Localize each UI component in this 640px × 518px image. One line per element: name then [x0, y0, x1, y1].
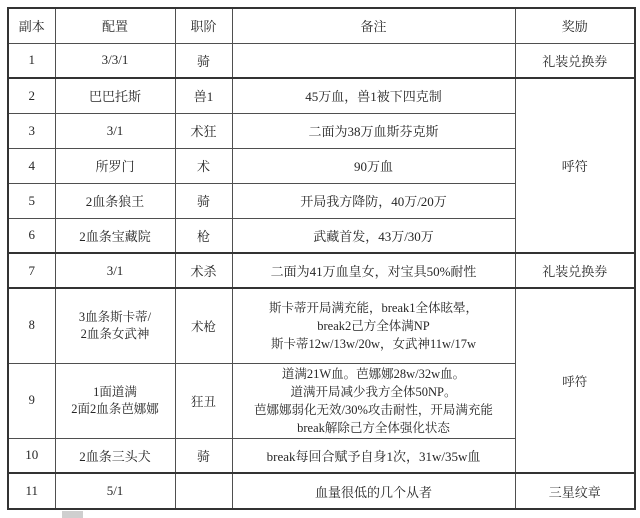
notes-cell: 开局我方降防，40万/20万 — [232, 183, 515, 218]
header-reward: 奖励 — [515, 8, 635, 43]
config-cell: 5/1 — [55, 473, 175, 509]
notes-cell: 90万血 — [232, 148, 515, 183]
header-notes: 备注 — [232, 8, 515, 43]
class-cell — [175, 473, 232, 509]
reward-cell-merged: 呼符 — [515, 288, 635, 473]
notes-line: 斯卡蒂开局满充能，break1全体眩晕， — [268, 300, 478, 315]
table-row-1 — [8, 43, 635, 78]
notes-cell: 45万血，兽1被下四克制 — [232, 78, 515, 113]
notes-cell: 武藏首发，43万/30万 — [232, 218, 515, 253]
notes-cell: break每回合赋予自身1次，31w/35w血 — [232, 438, 515, 473]
config-cell — [55, 363, 175, 438]
header-row — [8, 8, 635, 43]
config-line: 1面道满 — [93, 384, 137, 399]
dungeon-cell: 4 — [8, 148, 55, 183]
header-config: 配置 — [55, 8, 175, 43]
notes-cell: 血量很低的几个从者 — [232, 473, 515, 509]
dungeon-cell: 1 — [8, 43, 55, 78]
dungeon-cell: 9 — [8, 363, 55, 438]
table-row-2 — [8, 78, 635, 113]
class-cell: 术枪 — [175, 288, 232, 363]
reward-cell-merged: 呼符 — [515, 78, 635, 253]
dungeon-cell: 5 — [8, 183, 55, 218]
config-cell: 2血条宝藏院 — [55, 218, 175, 253]
notes-line: break2己方全体满NP — [317, 318, 430, 333]
config-cell: 巴巴托斯 — [55, 78, 175, 113]
class-cell: 骑 — [175, 43, 232, 78]
dungeon-cell: 3 — [8, 113, 55, 148]
config-cell: 3/1 — [55, 253, 175, 288]
reward-cell: 礼装兑换券 — [515, 253, 635, 288]
raid-guide-table — [7, 7, 636, 510]
dungeon-cell: 11 — [8, 473, 55, 509]
class-cell: 兽1 — [175, 78, 232, 113]
notes-line: 道满开局减少我方全体50NP。 — [290, 384, 457, 399]
config-line: 2血条女武神 — [80, 326, 150, 341]
header-class: 职阶 — [175, 8, 232, 43]
reward-cell: 礼装兑换券 — [515, 43, 635, 78]
dungeon-cell: 10 — [8, 438, 55, 473]
dungeon-cell: 8 — [8, 288, 55, 363]
notes-cell: 二面为38万血斯芬克斯 — [232, 113, 515, 148]
notes-cell — [232, 363, 515, 438]
dungeon-cell: 6 — [8, 218, 55, 253]
class-cell: 术 — [175, 148, 232, 183]
config-cell: 2血条狼王 — [55, 183, 175, 218]
notes-line: 斯卡蒂12w/13w/20w，女武神11w/17w — [270, 336, 477, 351]
config-line: 2面2血条芭娜娜 — [71, 401, 159, 416]
notes-line: 道满21W血。芭娜娜28w/32w血。 — [281, 366, 466, 381]
class-cell: 骑 — [175, 438, 232, 473]
table-row-11 — [8, 473, 635, 509]
config-cell: 3/3/1 — [55, 43, 175, 78]
config-cell — [55, 288, 175, 363]
config-cell: 2血条三头犬 — [55, 438, 175, 473]
class-cell: 术狂 — [175, 113, 232, 148]
config-cell: 3/1 — [55, 113, 175, 148]
dungeon-cell: 7 — [8, 253, 55, 288]
notes-line: 芭娜娜弱化无效/30%攻击耐性，开局满充能 — [254, 402, 493, 417]
notes-cell: 二面为41万血皇女，对宝具50%耐性 — [232, 253, 515, 288]
reward-cell: 三星纹章 — [515, 473, 635, 509]
dungeon-cell: 2 — [8, 78, 55, 113]
config-line: 3血条斯卡蒂/ — [78, 309, 152, 324]
notes-cell — [232, 43, 515, 78]
class-cell: 枪 — [175, 218, 232, 253]
screenshot-edge-artifact — [62, 511, 83, 518]
config-cell: 所罗门 — [55, 148, 175, 183]
table-row-7 — [8, 253, 635, 288]
header-dungeon: 副本 — [8, 8, 55, 43]
notes-cell — [232, 288, 515, 363]
notes-line: break解除己方全体强化状态 — [297, 420, 450, 435]
class-cell: 术杀 — [175, 253, 232, 288]
class-cell: 狂丑 — [175, 363, 232, 438]
class-cell: 骑 — [175, 183, 232, 218]
table-row-8 — [8, 288, 635, 363]
